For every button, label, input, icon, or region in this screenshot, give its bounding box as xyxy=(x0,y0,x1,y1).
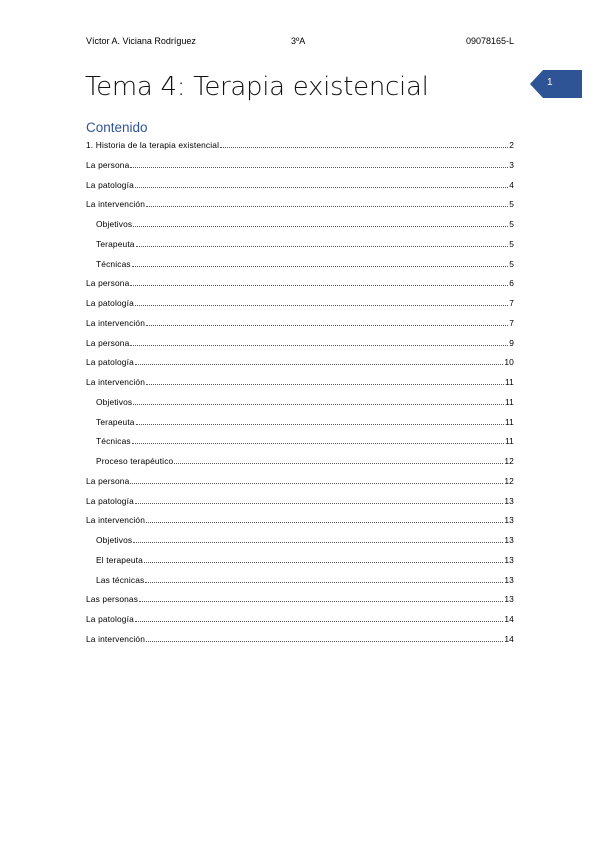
toc-dot-leader xyxy=(146,198,508,207)
toc-entry[interactable] xyxy=(86,534,514,554)
toc-entry-label[interactable]: La intervención xyxy=(86,199,146,210)
toc-entry-label[interactable]: Técnicas xyxy=(96,436,131,447)
toc-entry-label[interactable]: La intervención xyxy=(86,633,146,644)
toc-entry-page[interactable]: 5 xyxy=(509,238,514,249)
toc-entry-label[interactable]: La patología xyxy=(86,357,134,368)
toc-entry-label[interactable]: La persona xyxy=(86,278,130,289)
toc-entry[interactable] xyxy=(86,593,514,613)
toc-entry[interactable] xyxy=(86,238,514,258)
toc-heading: Contenido xyxy=(86,120,148,135)
toc-entry[interactable] xyxy=(86,277,514,297)
toc-dot-leader xyxy=(146,317,508,326)
toc-entry-label[interactable]: Técnicas xyxy=(96,258,131,269)
toc-dot-leader xyxy=(135,613,503,622)
toc-entry-page[interactable]: 7 xyxy=(509,298,514,308)
toc-entry-page[interactable]: 4 xyxy=(509,179,514,190)
toc-entry-label[interactable]: La patología xyxy=(86,614,134,624)
page-number: 1 xyxy=(547,77,553,88)
toc-entry-label[interactable]: Terapeuta xyxy=(96,416,135,427)
toc-entry[interactable] xyxy=(86,376,514,396)
toc-entry-page[interactable]: 13 xyxy=(504,515,514,526)
toc-entry-page[interactable]: 13 xyxy=(504,554,514,565)
toc-entry-page[interactable]: 5 xyxy=(509,199,514,210)
document-title: Tema 4: Terapia existencial xyxy=(85,72,429,102)
toc-entry-page[interactable]: 11 xyxy=(505,377,514,387)
toc-entry-label[interactable]: La patología xyxy=(86,179,134,190)
toc-entry[interactable] xyxy=(86,198,514,218)
toc-entry-label[interactable]: 1. Historia de la terapia existencial xyxy=(86,140,220,150)
toc-dot-leader xyxy=(139,593,503,602)
toc-dot-leader xyxy=(133,534,503,543)
toc-entry-label[interactable]: La persona xyxy=(86,475,130,486)
toc-entry-label[interactable]: La intervención xyxy=(86,317,146,328)
toc-entry-label[interactable]: Las técnicas xyxy=(96,574,145,585)
toc-entry-page[interactable]: 13 xyxy=(504,495,514,506)
page-header xyxy=(86,36,514,50)
toc-dot-leader xyxy=(130,475,503,484)
page-arrow-icon xyxy=(530,70,582,98)
toc-dot-leader xyxy=(144,554,503,563)
toc-entry-label[interactable]: Objetivos xyxy=(96,219,133,229)
toc-entry-label[interactable]: La persona xyxy=(86,337,130,348)
toc-entry[interactable] xyxy=(86,475,514,495)
toc-entry-label[interactable]: El terapeuta xyxy=(96,554,143,565)
toc-entry[interactable] xyxy=(86,495,514,515)
toc-dot-leader xyxy=(133,396,504,405)
toc-entry-page[interactable]: 13 xyxy=(504,574,514,585)
toc-dot-leader xyxy=(145,574,503,583)
toc-dot-leader xyxy=(132,258,508,267)
header-author: Víctor A. Viciana Rodríguez xyxy=(86,36,196,46)
toc-entry-label[interactable]: Las personas xyxy=(86,594,139,605)
toc-entry-label[interactable]: Terapeuta xyxy=(96,238,135,249)
toc-entry[interactable] xyxy=(86,574,514,594)
toc-entry[interactable] xyxy=(86,613,514,633)
toc-entry-page[interactable]: 6 xyxy=(509,278,514,289)
toc-entry-page[interactable]: 11 xyxy=(505,436,514,447)
toc-entry-label[interactable]: Objetivos xyxy=(96,396,133,407)
toc-entry[interactable] xyxy=(86,356,514,376)
toc-entry[interactable] xyxy=(86,435,514,455)
toc-entry[interactable] xyxy=(86,139,514,159)
page-number-badge xyxy=(530,70,582,98)
toc-entry-page[interactable]: 13 xyxy=(504,594,514,605)
toc-entry[interactable] xyxy=(86,159,514,179)
toc-entry-page[interactable]: 3 xyxy=(509,159,514,170)
toc-entry-label[interactable]: Proceso terapéutico xyxy=(96,456,174,466)
toc-entry-page[interactable]: 11 xyxy=(505,416,514,427)
toc-entry[interactable] xyxy=(86,514,514,534)
toc-dot-leader xyxy=(130,159,508,168)
toc-dot-leader xyxy=(136,238,509,247)
toc-entry-page[interactable]: 12 xyxy=(504,456,514,466)
toc-entry[interactable] xyxy=(86,297,514,317)
toc-entry-page[interactable]: 14 xyxy=(504,633,514,644)
toc-entry[interactable] xyxy=(86,554,514,574)
toc-dot-leader xyxy=(135,495,503,504)
toc-dot-leader xyxy=(220,139,508,148)
toc-entry[interactable] xyxy=(86,633,514,653)
toc-entry[interactable] xyxy=(86,258,514,278)
toc-dot-leader xyxy=(133,218,508,227)
toc-dot-leader xyxy=(135,356,503,365)
toc-dot-leader xyxy=(146,376,504,385)
toc-dot-leader xyxy=(135,179,508,188)
toc-dot-leader xyxy=(174,455,503,464)
toc-entry-page[interactable]: 14 xyxy=(504,614,514,624)
toc-entry-page[interactable]: 5 xyxy=(509,219,514,229)
toc-entry-label[interactable]: La patología xyxy=(86,495,134,506)
toc-entry[interactable] xyxy=(86,396,514,416)
toc-entry-page[interactable]: 12 xyxy=(504,475,514,486)
toc-entry-page[interactable]: 7 xyxy=(509,317,514,328)
toc-dot-leader xyxy=(130,337,508,346)
toc-entry-label[interactable]: Objetivos xyxy=(96,535,133,545)
toc-dot-leader xyxy=(146,633,503,642)
header-group: 3ºA xyxy=(291,36,306,46)
toc-dot-leader xyxy=(136,416,504,425)
toc-entry-page[interactable]: 10 xyxy=(504,357,514,368)
toc-dot-leader xyxy=(135,297,508,306)
toc-entry-page[interactable]: 11 xyxy=(505,396,514,407)
toc-entry-page[interactable]: 9 xyxy=(509,337,514,348)
toc-entry-label[interactable]: La persona xyxy=(86,159,130,170)
table-of-contents xyxy=(86,139,514,653)
toc-entry-label[interactable]: La intervención xyxy=(86,515,146,526)
toc-entry[interactable] xyxy=(86,337,514,357)
toc-entry-label[interactable]: La patología xyxy=(86,298,134,308)
toc-entry[interactable] xyxy=(86,179,514,199)
toc-entry-page[interactable]: 13 xyxy=(504,535,514,545)
toc-dot-leader xyxy=(146,514,503,523)
toc-dot-leader xyxy=(130,277,508,286)
toc-entry[interactable] xyxy=(86,317,514,337)
toc-dot-leader xyxy=(132,435,504,444)
toc-entry-page[interactable]: 5 xyxy=(509,258,514,269)
toc-entry[interactable] xyxy=(86,455,514,475)
header-student-id: 09078165-L xyxy=(465,36,514,46)
toc-entry-page[interactable]: 2 xyxy=(509,140,514,150)
toc-entry-label[interactable]: La intervención xyxy=(86,377,146,387)
toc-entry[interactable] xyxy=(86,218,514,238)
toc-entry[interactable] xyxy=(86,416,514,436)
